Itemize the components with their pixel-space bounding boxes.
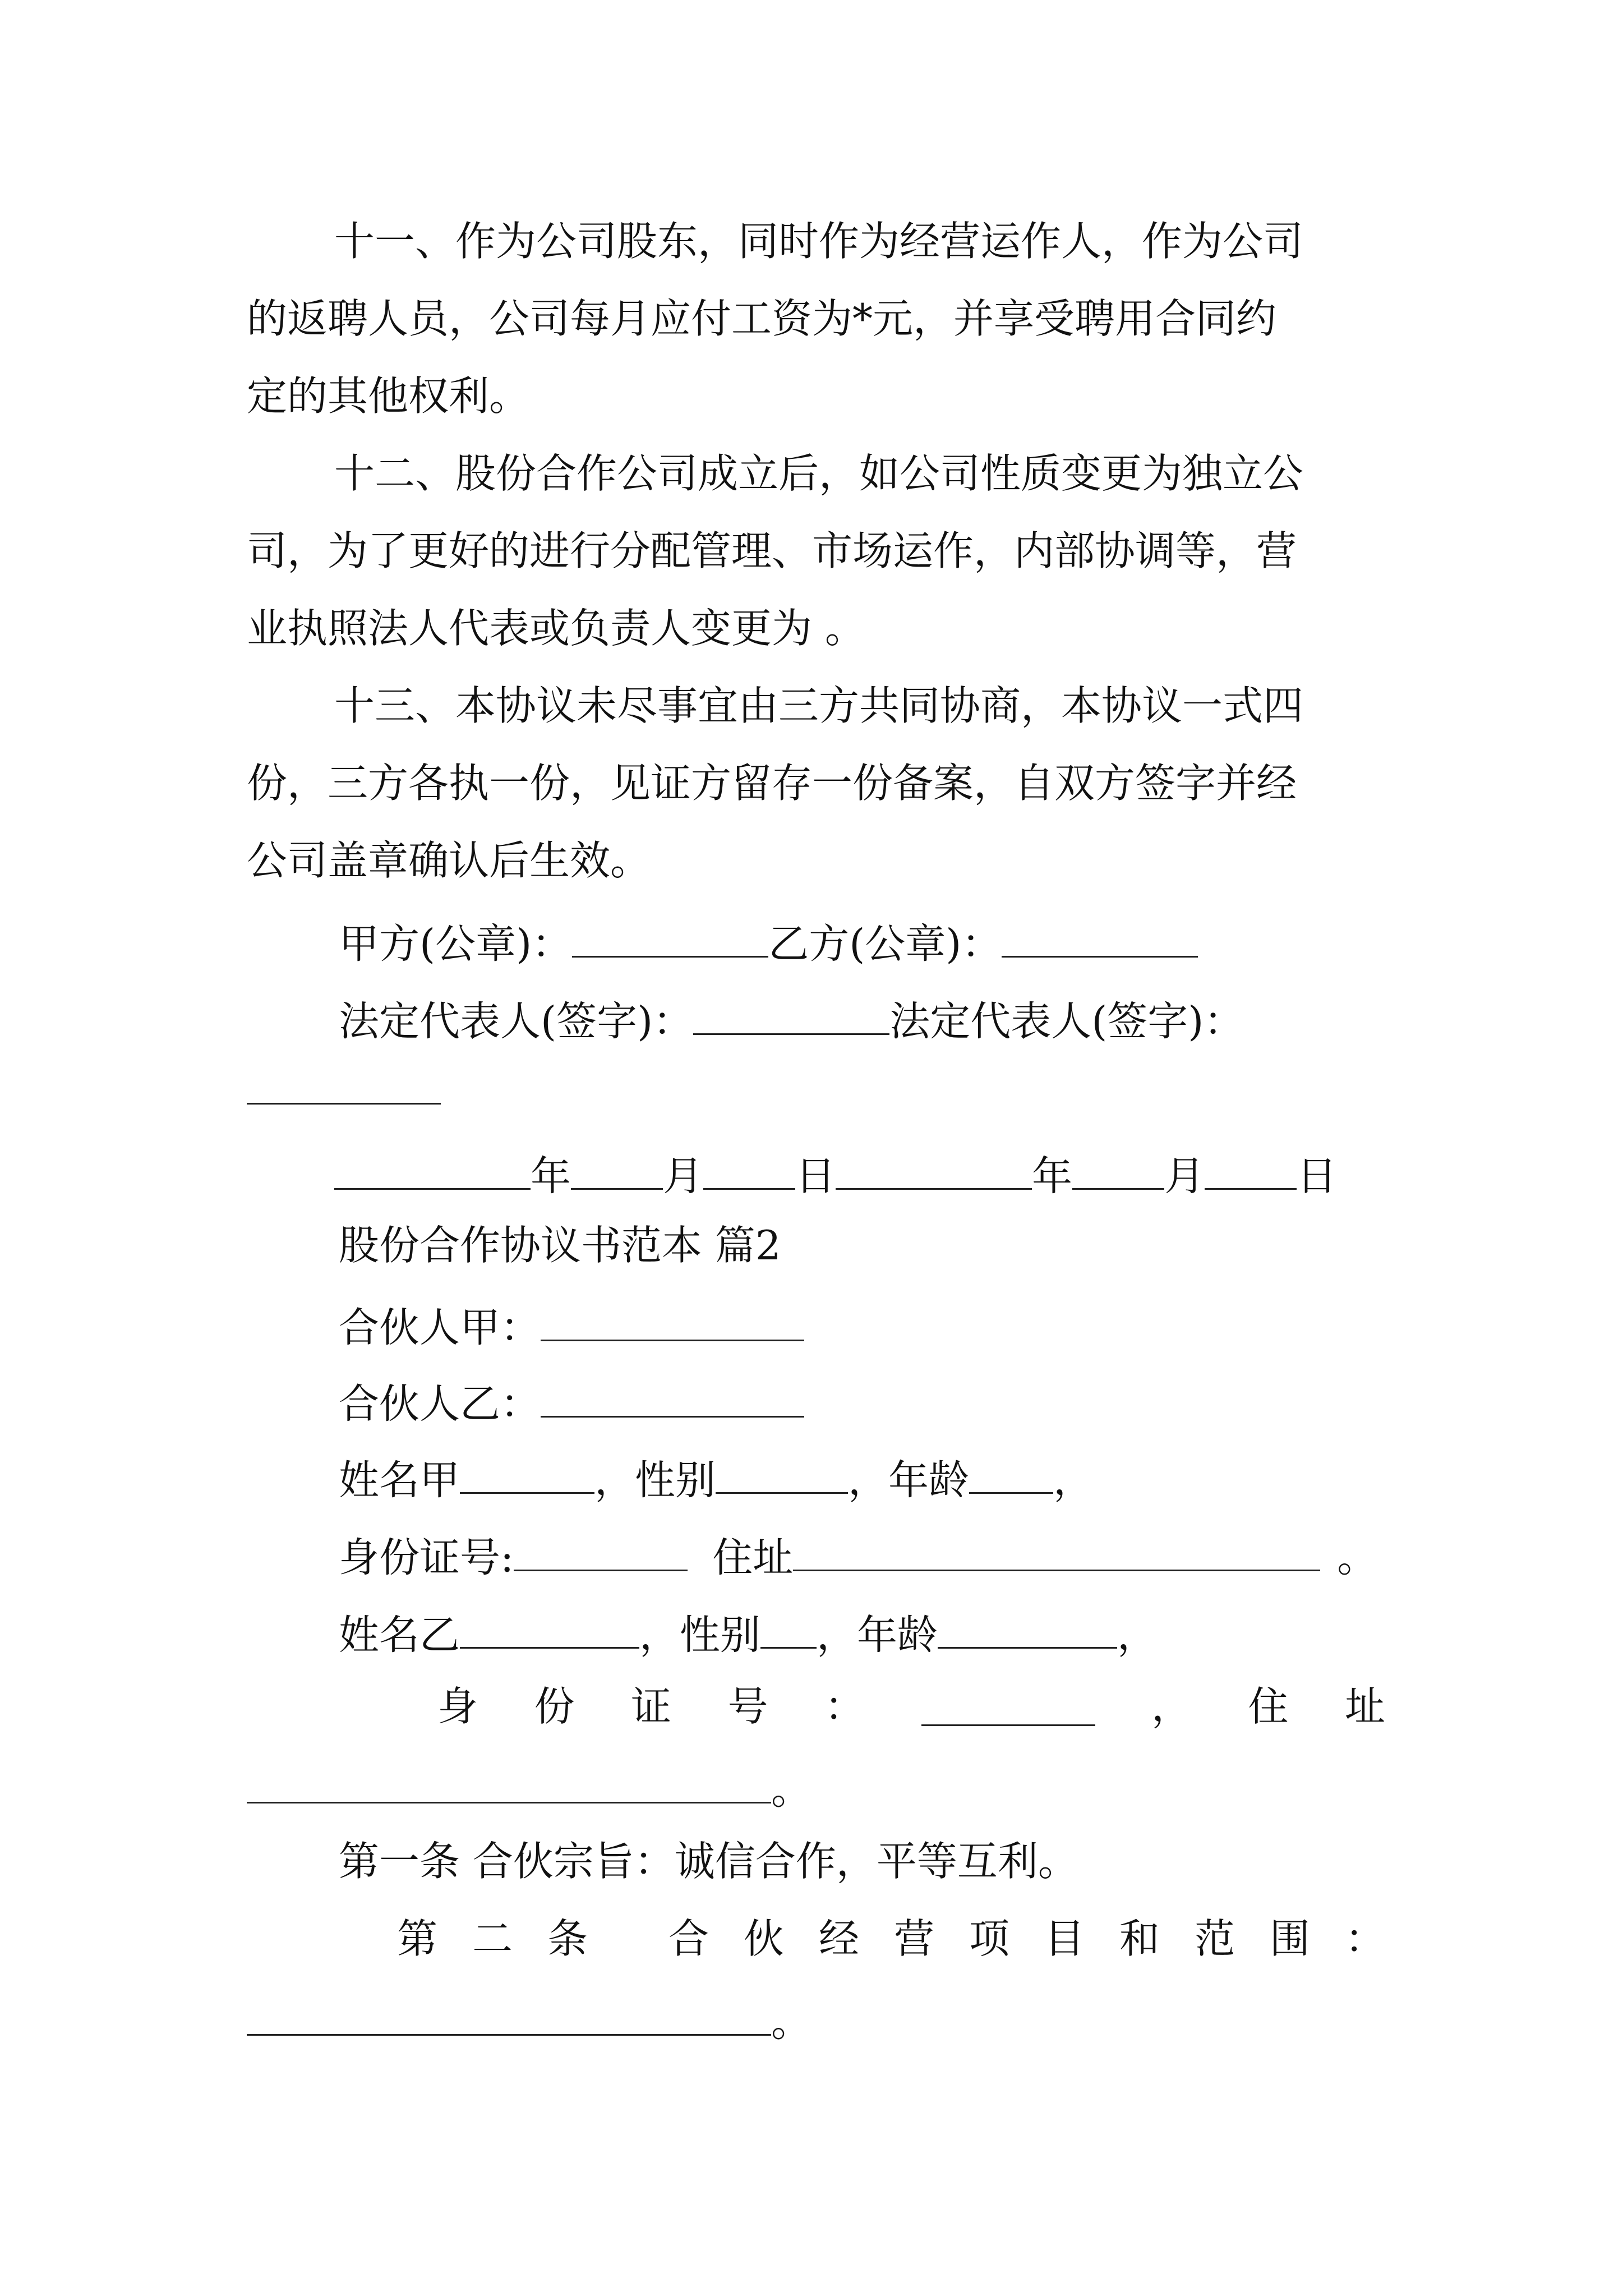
address-b-line: [247, 1764, 812, 1814]
article-2-line: [397, 1915, 1385, 1962]
day-b-blank: [1205, 1150, 1297, 1190]
article-2-char-4: 合: [668, 1915, 709, 1962]
age-b-label: ，年龄: [817, 1611, 938, 1659]
legal-rep-line: [339, 995, 1244, 1045]
day-a-blank: [703, 1150, 795, 1190]
partner-a-blank: [541, 1301, 804, 1341]
article-1: 第一条 合伙宗旨：诚信合作，平等互利。: [339, 1838, 1078, 1885]
article-2-char-6: 经: [818, 1915, 859, 1962]
clause-12-line-1: 十二、股份合作公司成立后，如公司性质变更为独立公: [334, 450, 1304, 497]
address-a-period: 。: [1337, 1534, 1378, 1581]
article-2-blank-line: [247, 1996, 812, 2046]
article-2-char-7: 营: [893, 1915, 934, 1962]
month-a-label: 月: [663, 1152, 704, 1200]
age-a-blank: [969, 1454, 1053, 1494]
partner-b-line: [339, 1378, 804, 1428]
rep-a-label: 法定代表人(签字)：: [339, 997, 694, 1045]
year-b-blank: [836, 1150, 1032, 1190]
year-a-label: 年: [531, 1152, 571, 1200]
id-b-char-2: 份: [534, 1683, 575, 1730]
address-b-char-1: 住: [1248, 1683, 1289, 1730]
id-b-char-3: 证: [631, 1683, 672, 1730]
partner-a-line: [339, 1301, 804, 1351]
article-2-char-11: 范: [1194, 1915, 1235, 1962]
gender-b-blank: [760, 1609, 817, 1649]
day-b-label: 日: [1297, 1152, 1338, 1200]
partner-b-blank: [541, 1378, 804, 1418]
clause-13-line-2: 份，三方各执一份，见证方留存一份备案，自双方签字并经: [247, 760, 1297, 807]
gender-b-label: ，性别: [639, 1611, 761, 1659]
clause-12-line-3: 业执照法人代表或负责人变更为 。: [247, 605, 865, 652]
clause-11-line-3: 定的其他权利。: [247, 372, 530, 420]
clause-13-line-3: 公司盖章确认后生效。: [247, 837, 651, 884]
id-b-char-1: 身: [437, 1683, 478, 1730]
address-b-blank: [247, 1764, 771, 1803]
id-b-char-4: 号: [727, 1683, 768, 1730]
year-a-blank: [334, 1150, 531, 1190]
article-2-char-8: 项: [969, 1915, 1009, 1962]
name-b-line: [339, 1609, 1158, 1659]
party-b-seal-label: 乙方(公章)：: [768, 920, 1002, 968]
name-b-label: 姓名乙: [339, 1611, 460, 1659]
name-b-comma: ，: [1117, 1611, 1158, 1659]
address-a-label: 住址: [712, 1534, 794, 1581]
rep-b-label: 法定代表人(签字)：: [889, 997, 1244, 1045]
gender-a-label: ，性别: [594, 1456, 716, 1504]
day-a-label: 日: [795, 1152, 836, 1200]
name-a-label: 姓名甲: [339, 1456, 460, 1504]
month-b-label: 月: [1164, 1152, 1205, 1200]
clause-12-line-2: 司，为了更好的进行分配管理、市场运作，内部协调等，营: [247, 527, 1297, 574]
id-a-label: 身份证号:: [339, 1534, 514, 1581]
date-line: [334, 1150, 1338, 1200]
clause-13-line-1: 十三、本协议未尽事宜由三方共同协商，本协议一式四: [334, 682, 1304, 729]
age-a-label: ，年龄: [848, 1456, 970, 1504]
address-a-blank: [793, 1531, 1320, 1571]
article-2-char-1: 第: [397, 1915, 438, 1962]
name-a-blank: [460, 1454, 594, 1494]
party-a-seal-label: 甲方(公章)：: [339, 920, 573, 968]
id-b-colon: ：: [824, 1683, 865, 1730]
clause-11-line-1: 十一、作为公司股东，同时作为经营运作人，作为公司: [334, 218, 1304, 265]
id-a-line: [339, 1531, 1378, 1581]
month-b-blank: [1072, 1150, 1164, 1190]
partner-b-label: 合伙人乙：: [339, 1380, 541, 1428]
id-b-blank: [921, 1686, 1095, 1726]
id-b-line: [437, 1683, 1385, 1730]
article-2-colon: ：: [1344, 1915, 1385, 1962]
article-2-char-5: 伙: [743, 1915, 784, 1962]
party-b-seal-blank: [1002, 918, 1198, 958]
age-b-blank: [938, 1609, 1117, 1649]
party-a-seal-blank: [572, 918, 768, 958]
address-b-period: 。: [771, 1766, 812, 1814]
rep-b-blank: [247, 1103, 441, 1105]
partner-a-label: 合伙人甲：: [339, 1304, 541, 1351]
article-2-char-9: 目: [1044, 1915, 1085, 1962]
name-a-line: [339, 1454, 1094, 1504]
gender-a-blank: [716, 1454, 848, 1494]
month-a-blank: [571, 1150, 663, 1190]
rep-a-blank: [693, 995, 889, 1035]
article-2-char-2: 二: [472, 1915, 513, 1962]
name-b-blank: [460, 1609, 639, 1649]
address-b-char-2: 址: [1344, 1683, 1385, 1730]
party-seal-line: [339, 918, 1198, 968]
id-a-blank: [514, 1531, 688, 1571]
article-2-blank: [247, 1996, 771, 2036]
article-2-char-10: 和: [1119, 1915, 1160, 1962]
article-2-char-12: 围: [1269, 1915, 1310, 1962]
id-b-comma: ，: [1151, 1683, 1192, 1730]
section-2-heading: 股份合作协议书范本 篇2: [339, 1222, 781, 1269]
clause-11-line-2: 的返聘人员，公司每月应付工资为*元，并享受聘用合同约: [247, 295, 1277, 342]
article-2-period: 。: [771, 1998, 812, 2046]
article-2-char-3: 条: [547, 1915, 588, 1962]
name-a-comma: ，: [1053, 1456, 1094, 1504]
year-b-label: 年: [1032, 1152, 1073, 1200]
